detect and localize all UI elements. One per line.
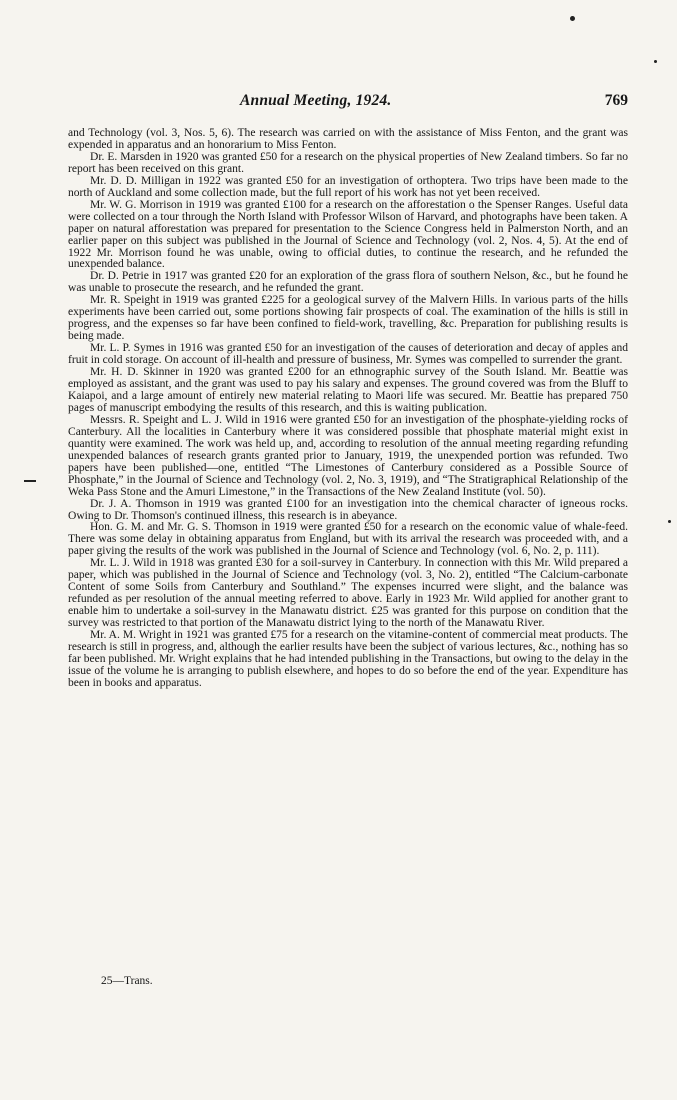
paragraph: Mr. L. P. Symes in 1916 was granted £50 for an investigation of the causes of deterioration and decay of apples and fruit in cold storage. On account of ill-health and pressure of business, Mr. Symes was compelled to surrender the grant. (68, 342, 628, 367)
signature-mark: 25—Trans. (101, 975, 153, 987)
paragraph: Dr. D. Petrie in 1917 was granted £20 for an exploration of the grass flora of southern Nelson, &c., but he found he was unable to prosecute the research, and he refunded the grant. (68, 270, 628, 295)
running-title: Annual Meeting, 1924. (240, 92, 392, 109)
paragraph: Dr. E. Marsden in 1920 was granted £50 for a research on the physical properties of New Zealand timbers. So far no report has been received on this grant. (68, 150, 628, 175)
paragraph: Hon. G. M. and Mr. G. S. Thomson in 1919 were granted £50 for a research on the economic value of whale-feed. There was some delay in obtaining apparatus from England, but with its arrival the research was proceeded with, and a paper giving the results of the work was published in the Journal of Science and Technology (vol. 6, No. 2, p. 111). (68, 521, 628, 558)
running-header (68, 92, 628, 112)
paragraph: Dr. J. A. Thomson in 1919 was granted £100 for an investigation into the chemical character of igneous rocks. Owing to Dr. Thomson's continued illness, this research is in abeyance. (68, 497, 628, 522)
paragraph: Mr. R. Speight in 1919 was granted £225 for a geological survey of the Malvern Hills. In various parts of the hills experiments have been carried out, some portions showing fair prospects of coal. The examination of the hills is still in progress, and the expenses so far have been confined to field-work, travelling, &c. Preparation for publishing results is being made. (68, 294, 628, 343)
page-number: 769 (604, 92, 628, 109)
scan-margin-mark (24, 480, 36, 482)
body-text (68, 128, 628, 690)
paragraph: and Technology (vol. 3, Nos. 5, 6). The research was carried on with the assistance of Miss Fenton, and the grant was expended in apparatus and an honorarium to Miss Fenton. (68, 127, 628, 151)
paragraph: Mr. A. M. Wright in 1921 was granted £75 for a research on the vitamine-content of commercial meat products. The research is still in progress, and, although the earlier results have been the subject of various lectures, &c., nothing has so far been published. Mr. Wright explains that he had intended publishing in the Transactions, but owing to the delay in the issue of the volume he is arranging to publish elsewhere, and hopes to do so before the end of the year. Expenditure has been in books and apparatus. (68, 629, 628, 689)
paragraph: Mr. H. D. Skinner in 1920 was granted £200 for an ethnographic survey of the South Island. Mr. Beattie was employed as assistant, and the grant was used to pay his salary and expenses. The ground covered was from the Bluff to Kaiapoi, and a large amount of entirely new material relating to Maori life was secured. Mr. Beattie has prepared 750 pages of manuscript embodying the results of this research, and this is waiting publication. (68, 366, 628, 414)
paragraph: Mr. L. J. Wild in 1918 was granted £30 for a soil-survey in Canterbury. In connection with this Mr. Wild prepared a paper, which was published in the Journal of Science and Technology (vol. 3, No. 2), entitled “The Calcium-carbonate Content of some Soils from Canterbury and Southland.” The expenses incurred were slight, and the balance was refunded as per resolution of the annual meeting referred to above. Early in 1923 Mr. Wild applied for another grant to enable him to undertake a soil-survey in the Manawatu district. £25 was granted for this purpose on condition that the survey was restricted to that portion of the Manawatu district lying to the north of the Manawatu River. (68, 557, 628, 630)
scan-speck (654, 60, 657, 63)
paragraph: Messrs. R. Speight and L. J. Wild in 1916 were granted £50 for an investigation of the phosphate-yielding rocks of Canterbury. All the localities in Canterbury where it was considered possible that phosphate material might exist in quantity were examined. The work was held up, and, according to resolution of the annual meeting regarding refunding unexpended balances of research grants granted prior to January, 1919, the unexpended portion was refunded. Two papers have been published—one, entitled “The Limestones of Canterbury considered as a Possible Source of Phosphate,” in the Journal of Science and Technology (vol. 2, No. 3, 1919), and “The Stratigraphical Relationship of the Weka Pass Stone and the Amuri Limestone,” in the Transactions of the New Zealand Institute (vol. 50). (68, 413, 628, 498)
paragraph: Mr. D. D. Milligan in 1922 was granted £50 for an investigation of orthoptera. Two trips have been made to the north of Auckland and some collection made, but the full report of his work has not yet been received. (68, 174, 628, 199)
paragraph: Mr. W. G. Morrison in 1919 was granted £100 for a research on the afforestation o the Spenser Ranges. Useful data were collected on a tour through the North Island with Professor Wilson of Harvard, and photographs have been taken. A paper on natural afforestation was prepared for presentation to the Science Congress held in Palmerston North, and an earlier paper on this subject was published in the Journal of Science and Technology (vol. 2, Nos. 4, 5). At the end of 1922 Mr. Morrison found he was unable, owing to official duties, to continue the research, and he refunded the unexpended balance. (68, 198, 628, 271)
scan-speck (570, 16, 575, 21)
scan-speck (668, 520, 671, 523)
